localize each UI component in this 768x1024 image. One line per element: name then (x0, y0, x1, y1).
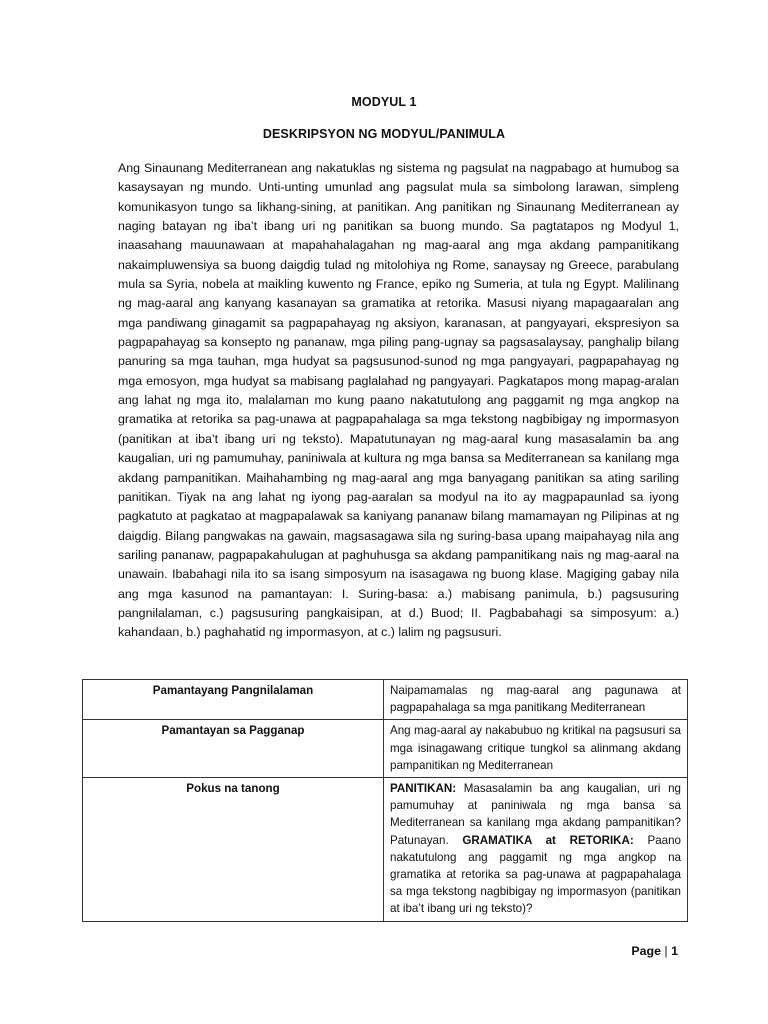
table-row (83, 720, 688, 778)
table-row (83, 778, 688, 922)
focus-question-value (384, 778, 688, 922)
focus-panitikan-text: Masasalamin ba ang kaugalian, uri ng pamumuhay at paniniwala ng mga bansa sa Mediterranean sa kanilang mga akdang pampanitikan? Patunayan. (390, 782, 681, 847)
page-number: 1 (671, 944, 678, 958)
performance-standard-label: Pamantayan sa Pagganap (83, 720, 384, 778)
focus-question-label: Pokus na tanong (83, 778, 384, 922)
page-footer (631, 944, 678, 958)
focus-gramatika-heading: GRAMATIKA at RETORIKA: (462, 833, 634, 847)
content-standard-label: Pamantayang Pangnilalaman (83, 680, 384, 720)
content-standard-value: Naipamamalas ng mag-aaral ang pagunawa at pagpapahalaga sa mga panitikang Mediterranean (384, 680, 688, 720)
standards-table (82, 679, 688, 922)
page-separator: | (660, 944, 672, 958)
performance-standard-value: Ang mag-aaral ay nakabubuo ng kritikal na pagsusuri sa mga isinagawang critique tungkol sa alinmang akdang pampanitikan ng Mediterranean (384, 720, 688, 778)
table-row (83, 680, 688, 720)
page-label: Page (631, 944, 661, 958)
intro-paragraph: Ang Sinaunang Mediterranean ang nakatuklas ng sistema ng pagsulat na nagpabago at humubog sa kasaysayan ng mundo. Unti-unting umunlad ang pagsulat mula sa simbolong larawan, simpleng komunikasyon tungo sa likhang-sining, at panitikan. Ang panitikan ng Sinaunang Mediterranean ay naging batayan ng iba’t ibang uri ng panitikan sa buong mundo. Sa pagtatapos ng Modyul 1, inaasahang mauunawaan at mapahahalagahan ng mag-aaral ang mga akdang pampanitikang nakaimpluwensiya sa buong daigdig tulad ng mitolohiya ng Rome, sanaysay ng Greece, parabulang mula sa Syria, nobela at maikling kuwento ng France, epiko ng Sumeria, at tula ng Egypt. Malilinang ng mag-aaral ang kanyang kasanayan sa gramatika at retorika. Masusi niyang mapagaaralan ang mga pandiwang ginagamit sa pagpapahayag ng aksiyon, karanasan, at pangyayari, ekspresiyon sa pagpapahayag sa konsepto ng pananaw, mga piling pang-ugnay sa pagsasalaysay, panghalip bilang panuring sa mga tauhan, mga hudyat sa pagsusunod-sunod ng mga pangyayari, pagpapahayag ng mga emosyon, mga hudyat sa mabisang paglalahad ng pangyayari. Pagkatapos mong mapag-aralan ang lahat ng mga ito, malalaman mo kung paano nakatutulong ang paggamit ng mga angkop na gramatika at retorika sa pag-unawa at pagpapahalaga sa mga tekstong nagbibigay ng impormasyon (panitikan at iba’t ibang uri ng teksto). Mapatutunayan ng mag-aaral kung masasalamin ba ang kaugalian, uri ng pamumuhay, paniniwala at kultura ng mga bansa sa Mediterranean sa kanilang mga akdang pampanitikan. Maihahambing ng mag-aaral ang mga banyagang panitikan sa ating sariling panitikan. Tiyak na ang lahat ng iyong pag-aaralan sa modyul na ito ay magpapaunlad sa iyong pagkatuto at pagkatao at magpapalawak sa kaniyang pananaw bilang mamamayan ng Pilipinas at ng daigdig. Bilang pangwakas na gawain, magsasagawa sila ng suring-basa upang maipahayag nila ang sariling pananaw, pagpapakahulugan at paghuhusga sa akdang pampanitikang nais ng mag-aaral na unawain. Ibabahagi nila ito sa isang simposyum na isasagawa ng buong klase. Magiging gabay nila ang mga kasunod na pamantayan: I. Suring-basa: a.) mabisang panimula, b.) pagsusuring pangnilalaman, c.) pagsusuring pangkaisipan, at d.) Buod; II. Pagbabahagi sa simposyum: a.) kahandaan, b.) paghahatid ng impormasyon, at c.) lalim ng pagsusuri. (118, 161, 679, 640)
module-subtitle: DESKRIPSYON NG MODYUL/PANIMULA (262, 127, 506, 141)
focus-gramatika-text: Paano nakatutulong ang paggamit ng mga angkop na gramatika at retorika sa pag-unawa at pagpapahalaga sa mga tekstong nagbibigay ng impormasyon (panitikan at iba’t ibang uri ng teksto)? (390, 833, 682, 916)
focus-panitikan-heading: PANITIKAN: (390, 782, 457, 796)
module-title: MODYUL 1 (351, 95, 417, 109)
